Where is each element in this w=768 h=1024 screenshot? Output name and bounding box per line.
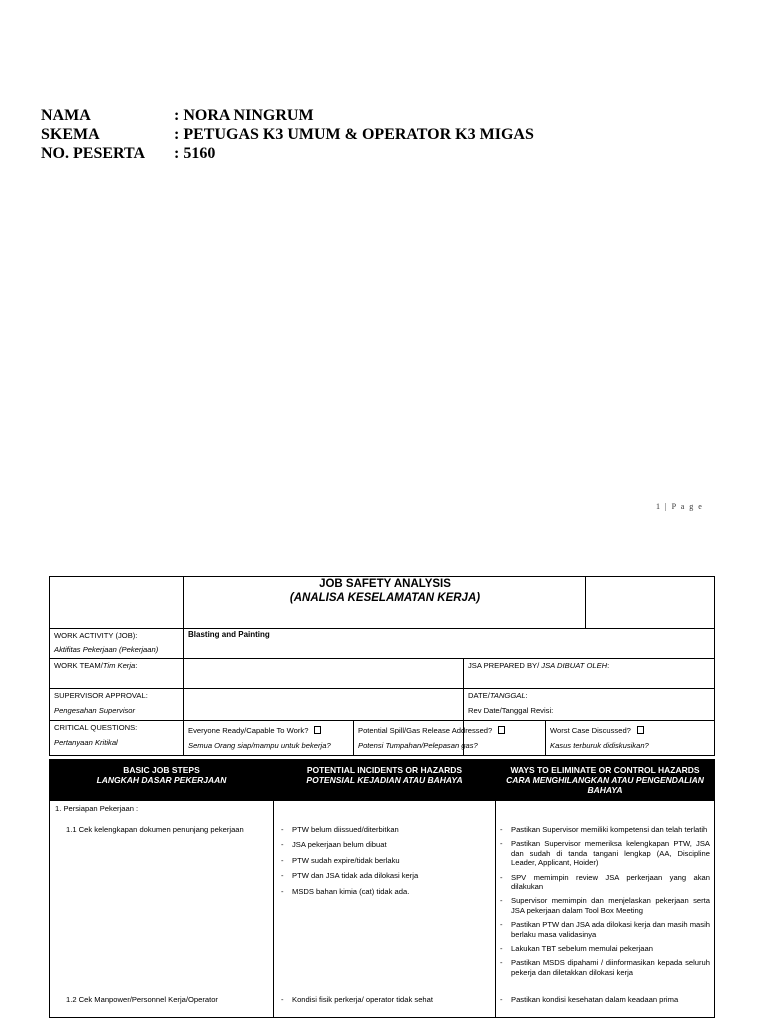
supervisor-approval-sub: Pengesahan Supervisor <box>54 706 136 715</box>
form-divider-3 <box>353 720 354 756</box>
analysis-header-line <box>49 800 715 801</box>
form-row-line-3 <box>49 688 715 689</box>
hazard-item: - Kondisi fisik perkerja/ operator tidak sehat <box>281 995 433 1005</box>
scheme-row <box>41 125 534 144</box>
hazard-item: - PTW sudah expire/tidak berlaku <box>281 856 418 866</box>
ready-to-work-checkbox[interactable] <box>314 726 321 734</box>
hazard-item: - MSDS bahan kimia (cat) tidak ada. <box>281 887 418 897</box>
work-activity-sub: Aktifitas Pekerjaan (Pekerjaan) <box>54 645 159 654</box>
scheme-value: : PETUGAS K3 UMUM & OPERATOR K3 MIGAS <box>174 126 534 143</box>
step-1-1: 1.1 Cek kelengkapan dokumen penunjang pekerjaan <box>66 825 244 834</box>
control-list <box>500 825 710 982</box>
column-header-steps-subtitle: LANGKAH DASAR PEKERJAAN <box>96 775 227 785</box>
control-item: - SPV memimpin review JSA perkerjaan yang akan dilakukan <box>500 873 710 892</box>
participant-number-value: : 5160 <box>174 145 216 162</box>
work-activity-value: Blasting and Painting <box>188 630 270 639</box>
name-value: : NORA NINGRUM <box>174 107 314 124</box>
work-activity-label: WORK ACTIVITY (JOB): <box>54 631 138 640</box>
column-header-hazards-subtitle: POTENSIAL KEJADIAN ATAU BAHAYA <box>306 775 463 785</box>
step-1: 1. Persiapan Pekerjaan : <box>55 804 139 813</box>
jsa-title-block <box>184 577 586 605</box>
column-header-hazards <box>274 760 495 800</box>
question-spill-release: Potential Spill/Gas Release Addressed? <box>358 725 505 736</box>
analysis-divider-2 <box>495 759 496 1018</box>
jsa-title: JOB SAFETY ANALYSIS <box>319 578 451 590</box>
name-label: NAMA <box>41 107 91 124</box>
spill-release-checkbox[interactable] <box>498 726 505 734</box>
column-header-steps <box>50 760 273 800</box>
name-row <box>41 106 534 125</box>
supervisor-approval-label: SUPERVISOR APPROVAL: <box>54 691 148 700</box>
rev-date-label: Rev Date/Tanggal Revisi: <box>468 706 554 715</box>
question-ready-to-work-sub: Semua Orang siap/mampu untuk bekerja? <box>188 741 331 750</box>
hazard-item: - PTW belum diissued/diterbitkan <box>281 825 418 835</box>
control-item: - Pastikan PTW dan JSA ada dilokasi kerja dan masih masih berlaku masa validasinya <box>500 920 710 939</box>
form-divider-4 <box>545 720 546 756</box>
form-row-line-2 <box>49 658 715 659</box>
hazard-list <box>281 825 418 902</box>
control-item: - Pastikan kondisi kesehatan dalam keadaan prima <box>500 995 710 1005</box>
participant-number-row <box>41 144 534 163</box>
hazard-list-step-1-2 <box>281 995 433 1005</box>
question-ready-to-work: Everyone Ready/Capable To Work? <box>188 725 321 736</box>
critical-questions-sub: Pertanyaan Kritikal <box>54 738 118 747</box>
control-item: - Pastikan Supervisor memeriksa kelengkapan PTW, JSA dan sudah di tanda tangani lengkap (AA, Discipline Leader, Applicant, Hoider) <box>500 839 710 868</box>
question-worst-case-sub: Kasus terburuk didiskusikan? <box>550 741 649 750</box>
question-spill-release-sub: Potensi Tumpahan/Pelepasan gas? <box>358 741 478 750</box>
control-item: - Supervisor memimpin dan menjelaskan pekerjaan serta JSA pekerjaan dalam Tool Box Meeting <box>500 896 710 915</box>
participant-number-label: NO. PESERTA <box>41 145 146 162</box>
form-row-line-4 <box>49 720 715 721</box>
control-item: - Pastikan Supervisor memiliki kompetensi dan telah terlatih <box>500 825 710 835</box>
analysis-divider-1 <box>273 759 274 1018</box>
critical-questions-label: CRITICAL QUESTIONS: <box>54 723 138 732</box>
column-header-controls <box>496 760 714 800</box>
control-list-step-1-2 <box>500 995 710 1005</box>
worst-case-checkbox[interactable] <box>637 726 644 734</box>
column-header-hazards-title: POTENTIAL INCIDENTS OR HAZARDS <box>306 765 463 775</box>
column-header-controls-subtitle: CARA MENGHILANGKAN ATAU PENGENDALIAN BAHAYA <box>506 775 704 795</box>
question-worst-case: Worst Case Discussed? <box>550 725 644 736</box>
column-header-controls-title: WAYS TO ELIMINATE OR CONTROL HAZARDS <box>510 765 700 775</box>
column-header-steps-title: BASIC JOB STEPS <box>123 765 200 775</box>
control-item: - Lakukan TBT sebelum memulai pekerjaan <box>500 944 710 954</box>
scheme-label: SKEMA <box>41 126 100 143</box>
jsa-subtitle: (ANALISA KESELAMATAN KERJA) <box>289 592 481 604</box>
prepared-by-label: JSA PREPARED BY/ JSA DIBUAT OLEH: <box>468 661 610 670</box>
control-item: - Pastikan MSDS dipahami / diinformasikan kepada seluruh pekerja dan diletakkan dilokasi kerja <box>500 958 710 977</box>
candidate-header <box>41 106 534 163</box>
hazard-item: - JSA pekerjaan belum dibuat <box>281 840 418 850</box>
step-1-2: 1.2 Cek Manpower/Personnel Kerja/Operator <box>66 995 218 1004</box>
hazard-item: - PTW dan JSA tidak ada dilokasi kerja <box>281 871 418 881</box>
work-team-label: WORK TEAM/Tim Kerja: <box>54 661 138 670</box>
page-number: 1 | P a g e <box>656 502 704 511</box>
form-row-line-1 <box>49 628 715 629</box>
date-label: DATE/TANGGAL: <box>468 691 528 700</box>
